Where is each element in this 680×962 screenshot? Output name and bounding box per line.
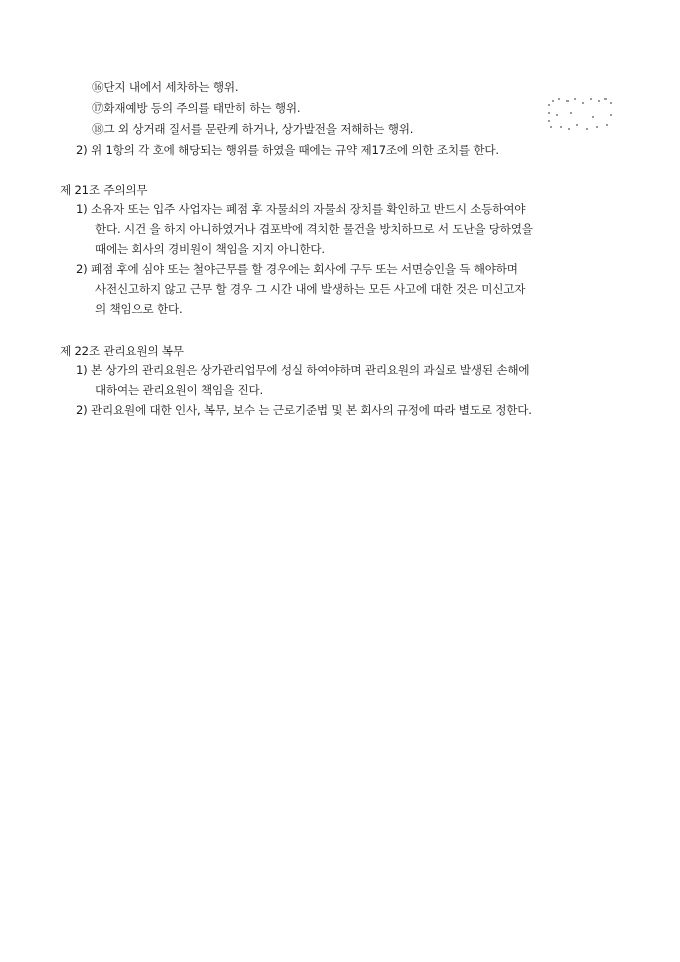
- prev-article-item-2: 2) 위 1항의 각 호에 해당되는 행위를 하였을 때에는 규약 제17조에 의한 조치를 한다.: [76, 143, 499, 157]
- article-21-item-2-line-2: 사전신고하지 않고 근무 할 경우 그 시간 내에 발생하는 모든 사고에 대한 것은 미신고자: [95, 282, 526, 296]
- article-21-item-1-line-3: 때에는 회사의 경비원이 책임을 지지 아니한다.: [95, 242, 325, 256]
- sub-item-16: ⑯단지 내에서 세차하는 행위.: [92, 80, 239, 94]
- article-21-item-1-line-1: 1) 소유자 또는 입주 사업자는 폐점 후 자물쇠의 자물쇠 장치를 확인하고 반드시 소등하여야: [76, 202, 526, 216]
- article-22-item-2-line-1: 2) 관리요원에 대한 인사, 복무, 보수 는 근로기준법 및 본 회사의 규정에 따라 별도로 정한다.: [76, 403, 532, 417]
- article-22-item-1-line-1: 1) 본 상가의 관리요원은 상가관리업무에 성실 하여야하며 관리요원의 과실로 발생된 손해에: [76, 363, 530, 377]
- article-21-title: 제 21조 주의의무: [60, 183, 148, 197]
- faint-stamp-mark: [546, 96, 614, 132]
- article-22-title: 제 22조 관리요원의 복무: [60, 344, 184, 358]
- article-21-item-1-line-2: 한다. 시건 을 하지 아니하였거나 겹포박에 격치한 물건을 방치하므로 서 도난을 당하였을: [95, 222, 533, 236]
- article-21-item-2-line-3: 의 책임으로 한다.: [95, 302, 183, 316]
- article-21-item-2-line-1: 2) 폐점 후에 심야 또는 철야근무를 할 경우에는 회사에 구두 또는 서면승인을 득 해야하며: [76, 262, 518, 276]
- article-22-item-1-line-2: 대하여는 관리요원이 책임을 진다.: [95, 383, 263, 397]
- sub-item-17: ⑰화재예방 등의 주의를 태만히 하는 행위.: [92, 101, 301, 115]
- sub-item-18: ⑱그 외 상거래 질서를 문란케 하거나, 상가발전을 저해하는 행위.: [92, 122, 414, 136]
